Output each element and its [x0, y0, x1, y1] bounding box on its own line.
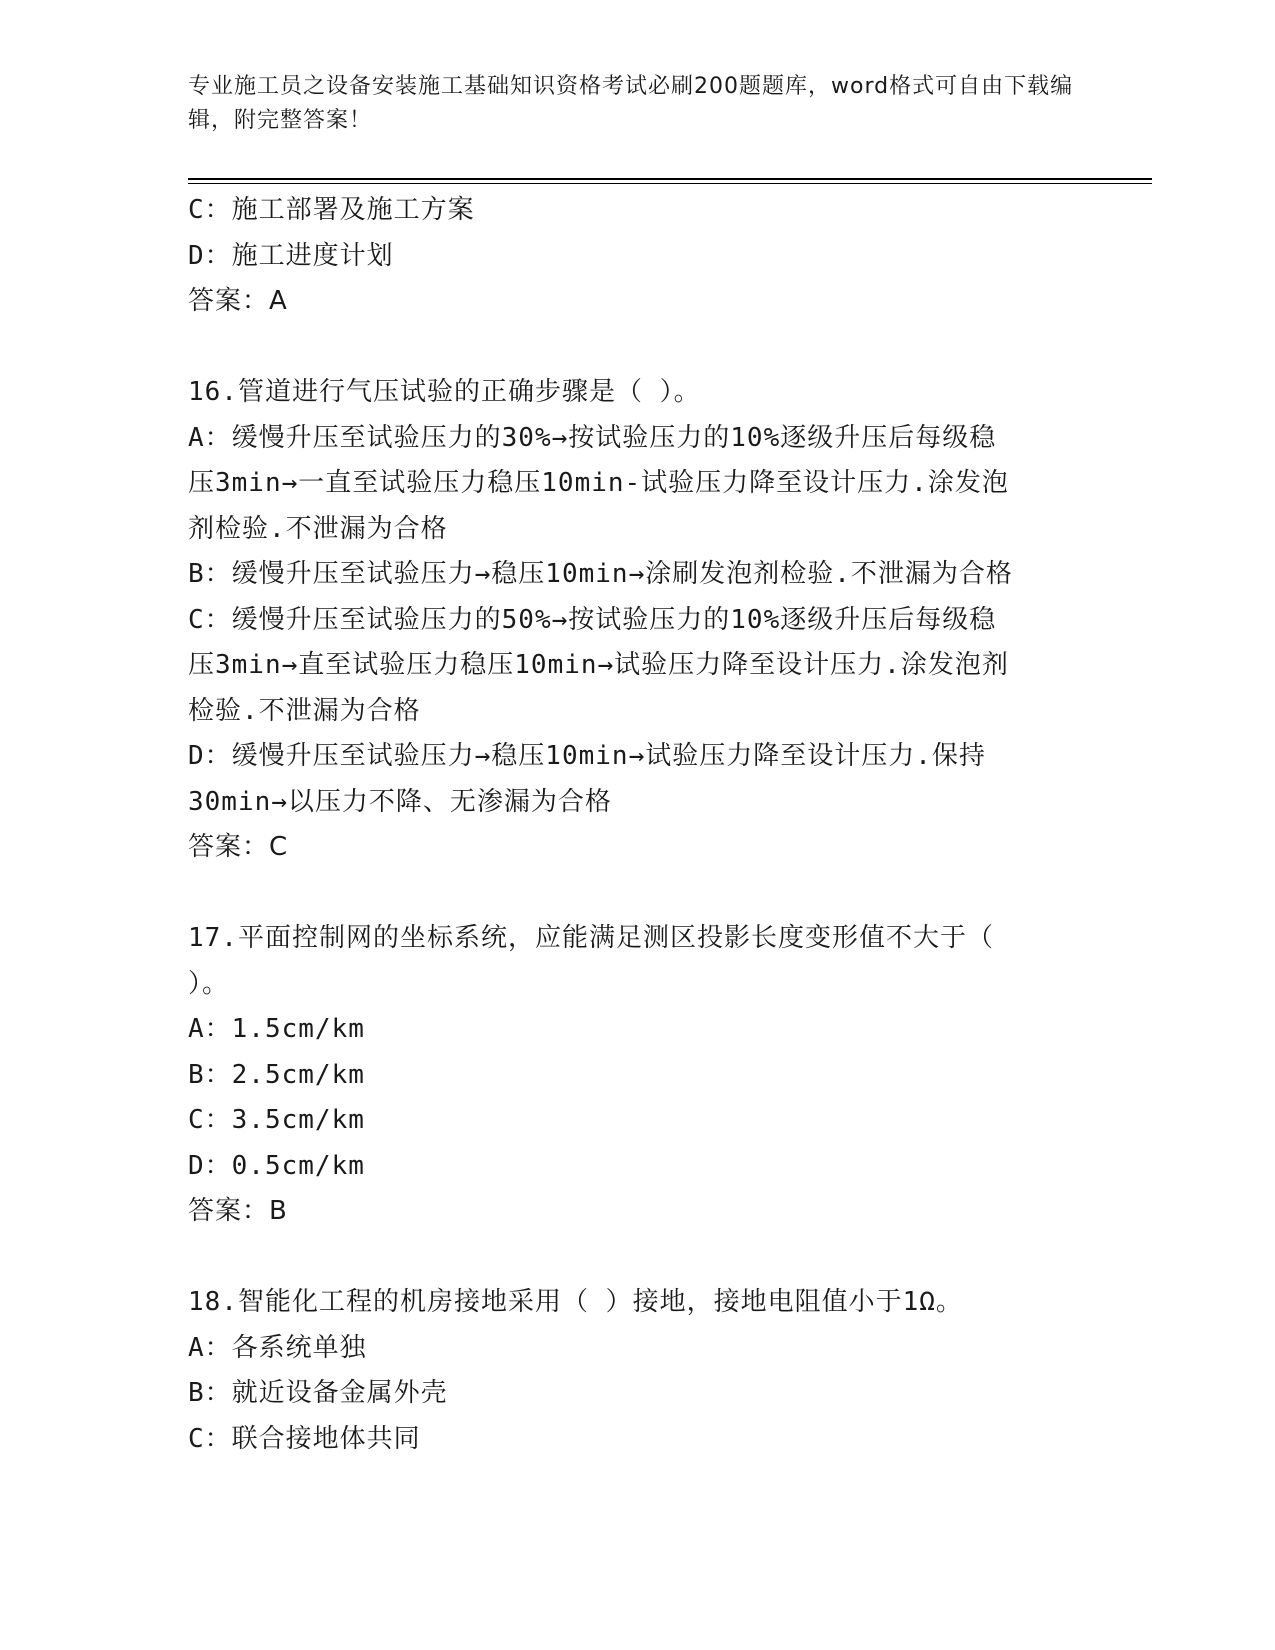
q18-option-c: C：联合接地体共同	[188, 1423, 421, 1454]
q16-option-c-line2: 压3min→直至试验压力稳压10min→试验压力降至设计压力.涂发泡剂	[188, 650, 1009, 680]
q16-stem: 16.管道进行气压试验的正确步骤是（ ）。	[188, 377, 701, 407]
q16-option-d-line1: D：缓慢升压至试验压力→稳压10min→试验压力降至设计压力.保持	[188, 741, 986, 771]
question-content	[188, 188, 1088, 1462]
q15-answer: 答案：A	[188, 286, 288, 316]
q18-stem: 18.智能化工程的机房接地采用（ ）接地，接地电阻值小于1Ω。	[188, 1287, 963, 1317]
q16-option-a-line2: 压3min→一直至试验压力稳压10min-试验压力降至设计压力.涂发泡	[188, 468, 1009, 498]
q16-option-c-line3: 检验.不泄漏为合格	[188, 695, 421, 726]
q17-option-b: B：2.5cm/km	[188, 1059, 365, 1090]
q15-option-c: C：施工部署及施工方案	[188, 195, 475, 225]
q17-stem-line2: ）。	[188, 968, 230, 999]
q16-answer: 答案：C	[188, 832, 289, 862]
header-divider-thin	[188, 183, 1152, 184]
q17-answer: 答案：B	[188, 1196, 288, 1226]
q18-option-b: B：就近设备金属外壳	[188, 1378, 448, 1408]
header-divider	[188, 178, 1152, 180]
q17-stem-line1: 17.平面控制网的坐标系统，应能满足测区投影长度变形值不大于（	[188, 923, 994, 953]
q18-option-a: A：各系统单独	[188, 1332, 367, 1363]
document-header: 专业施工员之设备安装施工基础知识资格考试必刷200题题库，word格式可自由下载编辑，附完整答案！	[188, 74, 1074, 133]
q15-option-d: D：施工进度计划	[188, 240, 394, 271]
q16-option-d-line2: 30min→以压力不降、无渗漏为合格	[188, 786, 612, 817]
q16-option-a-line1: A：缓慢升压至试验压力的30%→按试验压力的10%逐级升压后每级稳	[188, 422, 997, 453]
q17-option-c: C：3.5cm/km	[188, 1105, 365, 1135]
q16-option-a-line3: 剂检验.不泄漏为合格	[188, 513, 448, 544]
q17-option-d: D：0.5cm/km	[188, 1150, 365, 1181]
q17-option-a: A：1.5cm/km	[188, 1014, 365, 1044]
q16-option-c-line1: C：缓慢升压至试验压力的50%→按试验压力的10%逐级升压后每级稳	[188, 604, 997, 635]
q16-option-b: B：缓慢升压至试验压力→稳压10min→涂刷发泡剂检验.不泄漏为合格	[188, 559, 1013, 589]
